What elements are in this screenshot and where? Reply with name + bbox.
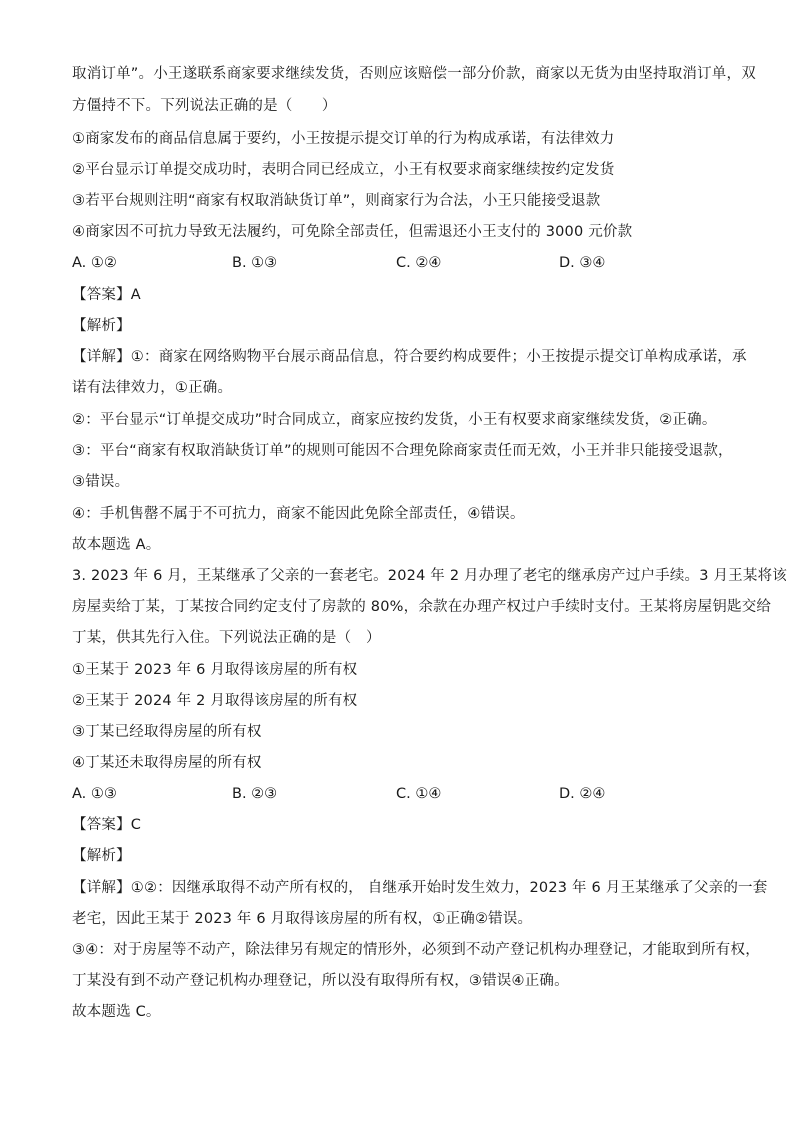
q3-option-c: C. ①④ bbox=[396, 786, 442, 802]
q2-detail-line-2: 诺有法律效力，①正确。 bbox=[72, 380, 233, 396]
q3-option-b: B. ②③ bbox=[232, 786, 278, 802]
q2-statement-4: ④商家因不可抗力导致无法履约，可免除全部责任，但需退还小王支付的 3000 元价款 bbox=[72, 224, 633, 240]
q2-statement-2: ②平台显示订单提交成功时，表明合同已经成立，小王有权要求商家继续按约定发货 bbox=[72, 162, 615, 178]
q3-conclusion: 故本题选 C。 bbox=[72, 1004, 161, 1020]
q2-options bbox=[72, 253, 722, 273]
q3-detail-line-1: 【详解】①②：因继承取得不动产所有权的， 自继承开始时发生效力，2023 年 6 月王某继承了父亲的一套 bbox=[72, 880, 768, 896]
q2-answer: 【答案】A bbox=[72, 287, 141, 303]
q3-detail-line-4: 丁某没有到不动产登记机构办理登记，所以没有取得所有权，③错误④正确。 bbox=[72, 973, 569, 989]
q3-statement-3: ③丁某已经取得房屋的所有权 bbox=[72, 724, 262, 740]
q2-conclusion: 故本题选 A。 bbox=[72, 537, 161, 553]
q3-statement-4: ④丁某还未取得房屋的所有权 bbox=[72, 755, 262, 771]
q2-detail-line-4: ③：平台“商家有权取消缺货订单”的规则可能因不合理免除商家责任而无效，小王并非只能接受退款， bbox=[72, 443, 733, 459]
q3-stem-line-2: 房屋卖给丁某，丁某按合同约定支付了房款的 80%，余款在办理产权过户手续时支付。王某将房屋钥匙交给 bbox=[72, 599, 772, 615]
q3-statement-1: ①王某于 2023 年 6 月取得该房屋的所有权 bbox=[72, 662, 358, 678]
q3-options bbox=[72, 784, 722, 804]
q3-answer: 【答案】C bbox=[72, 817, 142, 833]
q3-option-d: D. ②④ bbox=[559, 786, 606, 802]
q2-option-a: A. ①② bbox=[72, 255, 117, 271]
q2-statement-3: ③若平台规则注明“商家有权取消缺货订单”，则商家行为合法，小王只能接受退款 bbox=[72, 193, 601, 209]
q3-statement-2: ②王某于 2024 年 2 月取得该房屋的所有权 bbox=[72, 693, 358, 709]
q3-stem-line-1: 3. 2023 年 6 月，王某继承了父亲的一套老宅。2024 年 2 月办理了老宅的继承房产过户手续。3 月王某将该 bbox=[72, 568, 787, 584]
q2-stem-line-1: 取消订单”。小王遂联系商家要求继续发货，否则应该赔偿一部分价款，商家以无货为由坚持取消订单，双 bbox=[72, 66, 756, 82]
q2-statement-1: ①商家发布的商品信息属于要约，小王按提示提交订单的行为构成承诺，有法律效力 bbox=[72, 131, 615, 147]
q2-detail-line-1: 【详解】①：商家在网络购物平台展示商品信息，符合要约构成要件；小王按提示提交订单构成承诺，承 bbox=[72, 349, 747, 365]
q3-stem-line-3: 丁某，供其先行入住。下列说法正确的是（ ） bbox=[72, 630, 381, 646]
q2-option-d: D. ③④ bbox=[559, 255, 606, 271]
q2-option-b: B. ①③ bbox=[232, 255, 278, 271]
q2-detail-line-3: ②：平台显示“订单提交成功”时合同成立，商家应按约发货，小王有权要求商家继续发货，②正确。 bbox=[72, 412, 717, 428]
q2-option-c: C. ②④ bbox=[396, 255, 442, 271]
q2-stem-line-2: 方僵持不下。下列说法正确的是（ ） bbox=[72, 98, 337, 114]
q2-detail-line-5: ③错误。 bbox=[72, 474, 130, 490]
q3-option-a: A. ①③ bbox=[72, 786, 117, 802]
q3-analysis-label: 【解析】 bbox=[72, 848, 131, 864]
q2-analysis-label: 【解析】 bbox=[72, 318, 131, 334]
q3-detail-line-2: 老宅，因此王某于 2023 年 6 月取得该房屋的所有权，①正确②错误。 bbox=[72, 911, 533, 927]
q3-detail-line-3: ③④：对于房屋等不动产，除法律另有规定的情形外，必须到不动产登记机构办理登记，才能取到所有权， bbox=[72, 942, 760, 958]
q2-detail-line-6: ④：手机售罄不属于不可抗力，商家不能因此免除全部责任，④错误。 bbox=[72, 506, 525, 522]
